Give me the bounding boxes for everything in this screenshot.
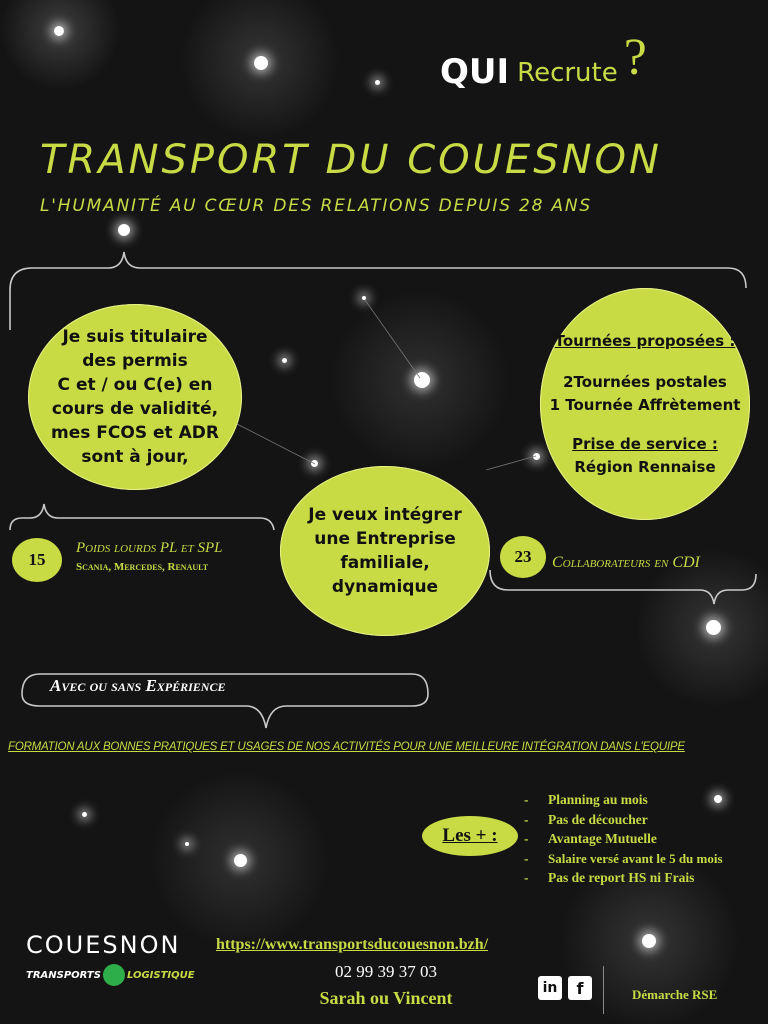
linkedin-glyph: in bbox=[542, 980, 558, 996]
trucks-brands: Scania, Mercedes, Renault bbox=[76, 561, 209, 573]
list-item bbox=[524, 810, 764, 830]
list-item bbox=[524, 829, 764, 849]
circle-line: des permis bbox=[82, 351, 188, 371]
circle-line: familiale, bbox=[340, 553, 430, 573]
list-item bbox=[524, 849, 764, 869]
qui-text: QUI bbox=[440, 52, 510, 92]
footer-divider bbox=[603, 966, 604, 1014]
benefit-text: Avantage Mutuelle bbox=[548, 831, 657, 846]
service-region: Région Rennaise bbox=[574, 457, 716, 476]
company-values-circle bbox=[280, 466, 490, 636]
company-tagline: L'HUMANITÉ AU CŒUR DES RELATIONS DEPUIS 28 ANS bbox=[40, 196, 592, 216]
company-logo bbox=[26, 930, 196, 986]
company-title: TRANSPORT DU COUESNON bbox=[40, 137, 662, 183]
logo-sub-right: LOGISTIQUE bbox=[126, 969, 195, 981]
list-dash: - bbox=[524, 850, 529, 866]
linkedin-icon[interactable] bbox=[538, 976, 562, 1000]
header-heading bbox=[440, 29, 647, 94]
circle-line: Je suis titulaire bbox=[62, 327, 208, 347]
logo-sub bbox=[26, 964, 196, 986]
contacts-names: Sarah ou Vincent bbox=[319, 988, 453, 1008]
experience-text: Avec ou sans Expérience bbox=[50, 676, 226, 695]
benefits-label bbox=[422, 816, 518, 856]
list-dash: - bbox=[524, 792, 529, 807]
list-dash: - bbox=[524, 831, 529, 846]
circle-line: une Entreprise bbox=[314, 529, 456, 549]
benefit-text: Planning au mois bbox=[548, 792, 648, 807]
list-dash: - bbox=[524, 870, 529, 885]
list-item bbox=[524, 790, 764, 810]
circle-line: C et / ou C(e) en bbox=[57, 375, 213, 395]
benefit-text: Salaire versé avant le 5 du mois bbox=[548, 850, 723, 866]
recrute-text: Recrute bbox=[517, 58, 618, 88]
benefit-text: Pas de découcher bbox=[548, 811, 648, 827]
benefits-list bbox=[524, 790, 764, 888]
trucks-count-badge: 15 bbox=[12, 538, 62, 582]
logo-sub-left: TRANSPORTS bbox=[26, 969, 101, 981]
facebook-glyph: f bbox=[576, 978, 584, 998]
rse-text: Démarche RSE bbox=[632, 987, 718, 1002]
staff-label: Collaborateurs en CDI bbox=[552, 554, 700, 571]
logo-swoosh-icon bbox=[103, 964, 125, 986]
tour-item: 1 Tournée Affrètement bbox=[549, 395, 741, 414]
service-heading: Prise de service : bbox=[572, 434, 718, 453]
logo-name: COUESNON bbox=[26, 931, 181, 959]
phone-number: 02 99 39 37 03 bbox=[335, 962, 437, 981]
circle-line: Je veux intégrer bbox=[308, 505, 462, 525]
circle-line: dynamique bbox=[331, 577, 439, 597]
circle-line: mes FCOS et ADR bbox=[51, 423, 219, 443]
tours-circle bbox=[540, 288, 750, 520]
tours-heading: Tournées proposées : bbox=[554, 331, 736, 350]
circle-line: cours de validité, bbox=[51, 399, 219, 419]
benefit-text: Pas de report HS ni Frais bbox=[548, 870, 695, 885]
training-text: FORMATION AUX BONNES PRATIQUES ET USAGES DE NOS ACTIVITÉS POUR UNE MEILLEURE INTÉGRATION DANS L'EQUIPE bbox=[8, 741, 685, 753]
circle-line: sont à jour, bbox=[81, 447, 189, 467]
website-link[interactable]: https://www.transportsducouesnon.bzh/ bbox=[216, 936, 489, 953]
list-dash: - bbox=[524, 811, 529, 827]
list-item bbox=[524, 868, 764, 888]
benefits-label-text: Les + : bbox=[442, 825, 498, 846]
facebook-icon[interactable] bbox=[568, 976, 592, 1000]
tour-item: 2Tournées postales bbox=[563, 372, 727, 391]
question-mark: ? bbox=[623, 29, 647, 86]
trucks-label: Poids lourds PL et SPL bbox=[76, 540, 223, 556]
staff-count-badge: 23 bbox=[500, 536, 546, 578]
license-requirements-circle bbox=[28, 304, 242, 490]
